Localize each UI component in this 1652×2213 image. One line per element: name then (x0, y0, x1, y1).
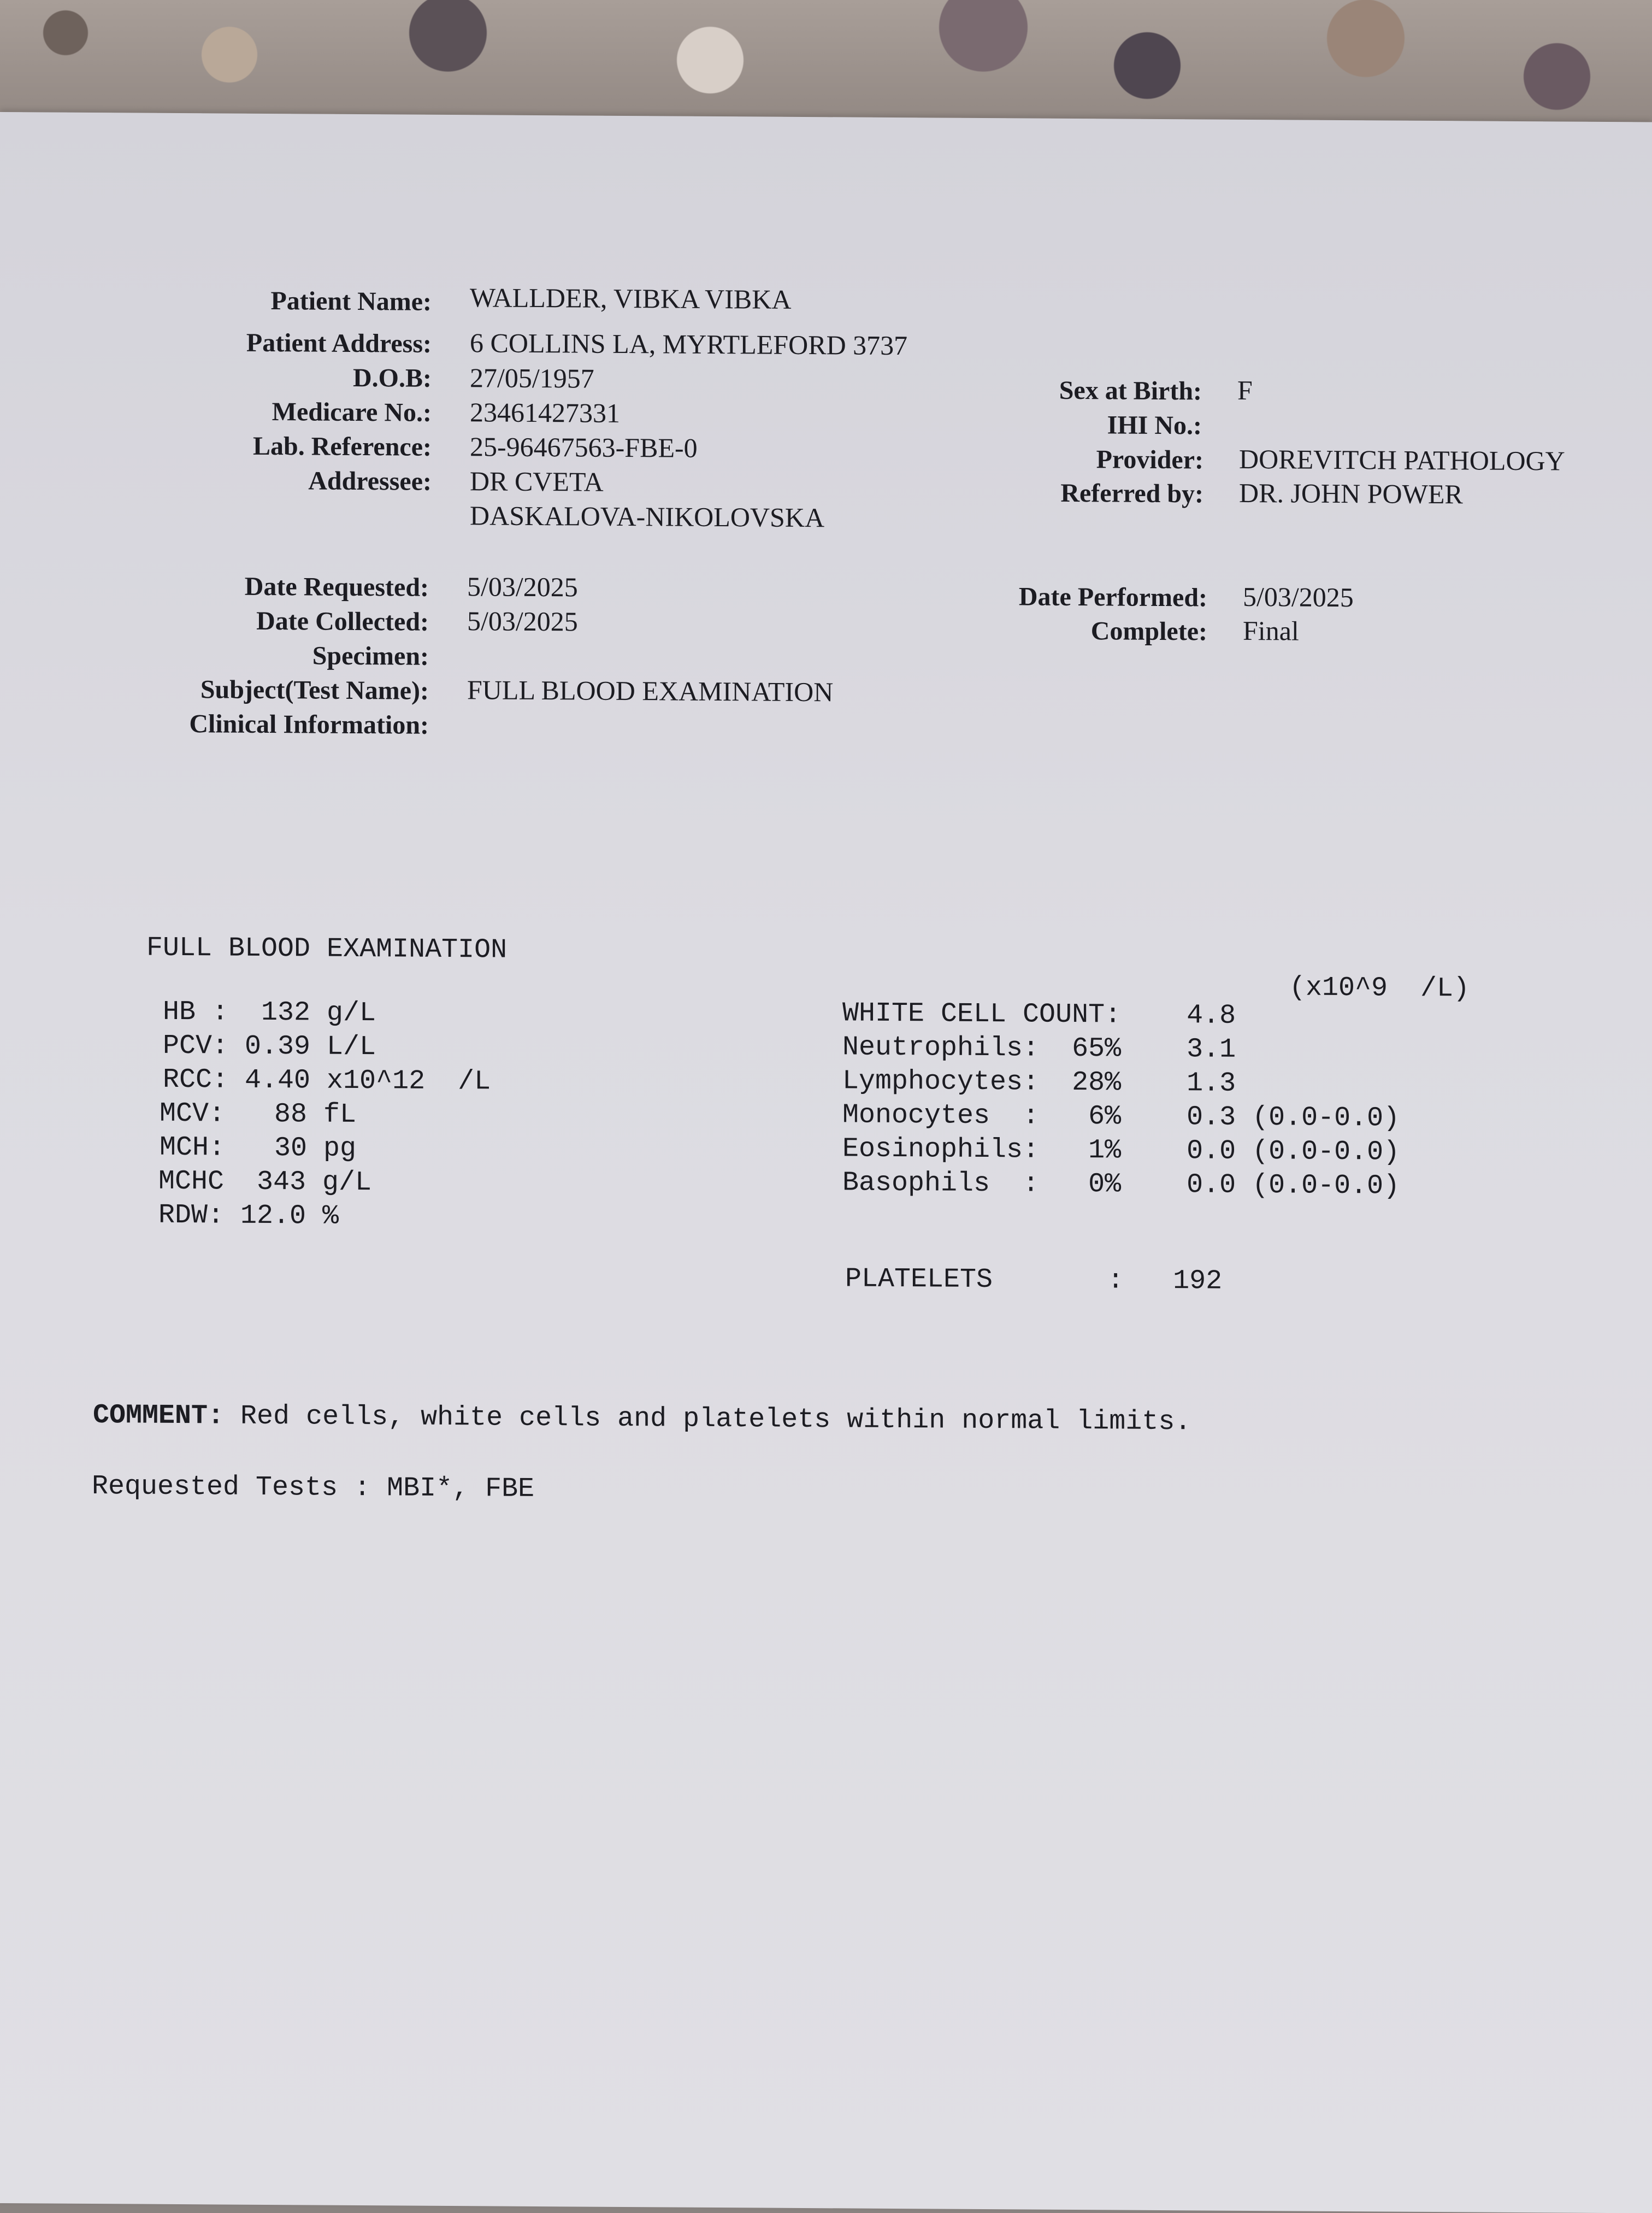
red-cell-row: MCV: 88 fL (160, 1098, 357, 1131)
white-cell-row: Neutrophils: 65% 3.1 (842, 1032, 1236, 1066)
medicare-value: 23461427331 (470, 397, 620, 428)
white-cell-row: Lymphocytes: 28% 1.3 (842, 1066, 1236, 1099)
referred-by-label: Referred by: (1060, 478, 1203, 509)
complete-label: Complete: (1090, 616, 1207, 646)
subject-value: FULL BLOOD EXAMINATION (467, 674, 834, 708)
date-collected-label: Date Collected: (256, 606, 429, 637)
addressee-label: Addressee: (308, 466, 432, 496)
red-cell-row: MCHC 343 g/L (158, 1166, 372, 1199)
date-requested-label: Date Requested: (244, 572, 429, 602)
patient-address: 6 COLLINS LA, MYRTLEFORD 3737 (470, 327, 908, 361)
sex-label: Sex at Birth: (1059, 375, 1202, 406)
lab-reference-label: Lab. Reference: (253, 431, 432, 462)
sex-value: F (1237, 374, 1253, 406)
red-cell-row: HB : 132 g/L (163, 996, 376, 1029)
white-cell-row: Basophils : 0% 0.0 (0.0-0.0) (842, 1167, 1400, 1202)
platelets-row: PLATELETS : 192 (845, 1263, 1223, 1297)
referred-by-value: DR. JOHN POWER (1239, 477, 1463, 510)
addressee-line2: DASKALOVA-NIKOLOVSKA (470, 500, 825, 533)
date-performed-value: 5/03/2025 (1243, 581, 1354, 613)
white-cell-row: Eosinophils: 1% 0.0 (0.0-0.0) (842, 1133, 1400, 1168)
red-cell-row: RDW: 12.0 % (158, 1199, 339, 1232)
patient-name-label: Patient Name: (270, 286, 432, 316)
comment-label: COMMENT: (93, 1400, 225, 1432)
patient-address-label: Patient Address: (246, 328, 432, 358)
date-performed-label: Date Performed: (1018, 582, 1207, 613)
white-cell-row: Monocytes : 6% 0.3 (0.0-0.0) (842, 1099, 1400, 1134)
white-cell-row: WHITE CELL COUNT: 4.8 (842, 998, 1236, 1032)
lab-reference-value: 25-96467563-FBE-0 (470, 431, 698, 463)
white-cell-unit-header: (x10^9 /L) (1289, 972, 1470, 1005)
provider-label: Provider: (1096, 445, 1203, 475)
red-cell-row: MCH: 30 pg (160, 1132, 357, 1164)
subject-label: Subject(Test Name): (200, 675, 429, 705)
medicare-label: Medicare No.: (272, 397, 432, 427)
dob-label: D.O.B: (353, 363, 432, 393)
ihi-label: IHI No.: (1107, 410, 1202, 440)
specimen-label: Specimen: (312, 641, 429, 671)
clinical-information-label: Clinical Information: (189, 709, 429, 740)
provider-value: DOREVITCH PATHOLOGY (1239, 443, 1565, 476)
red-cell-row: PCV: 0.39 L/L (163, 1030, 376, 1063)
comment-line (93, 1400, 1191, 1438)
patient-name: WALLDER, VIBKA VIBKA (470, 282, 792, 315)
comment-text: Red cells, white cells and platelets within normal limits. (224, 1400, 1191, 1438)
dob-value: 27/05/1957 (470, 362, 594, 394)
red-cell-row: RCC: 4.40 x10^12 /L (163, 1064, 491, 1098)
complete-value: Final (1243, 615, 1299, 646)
pathology-report-page (0, 112, 1652, 2213)
date-requested-value: 5/03/2025 (467, 571, 578, 603)
results-heading: FULL BLOOD EXAMINATION (146, 932, 508, 966)
addressee-line1: DR CVETA (470, 466, 604, 497)
date-collected-value: 5/03/2025 (467, 605, 578, 637)
requested-tests: Requested Tests : MBI*, FBE (92, 1471, 535, 1505)
